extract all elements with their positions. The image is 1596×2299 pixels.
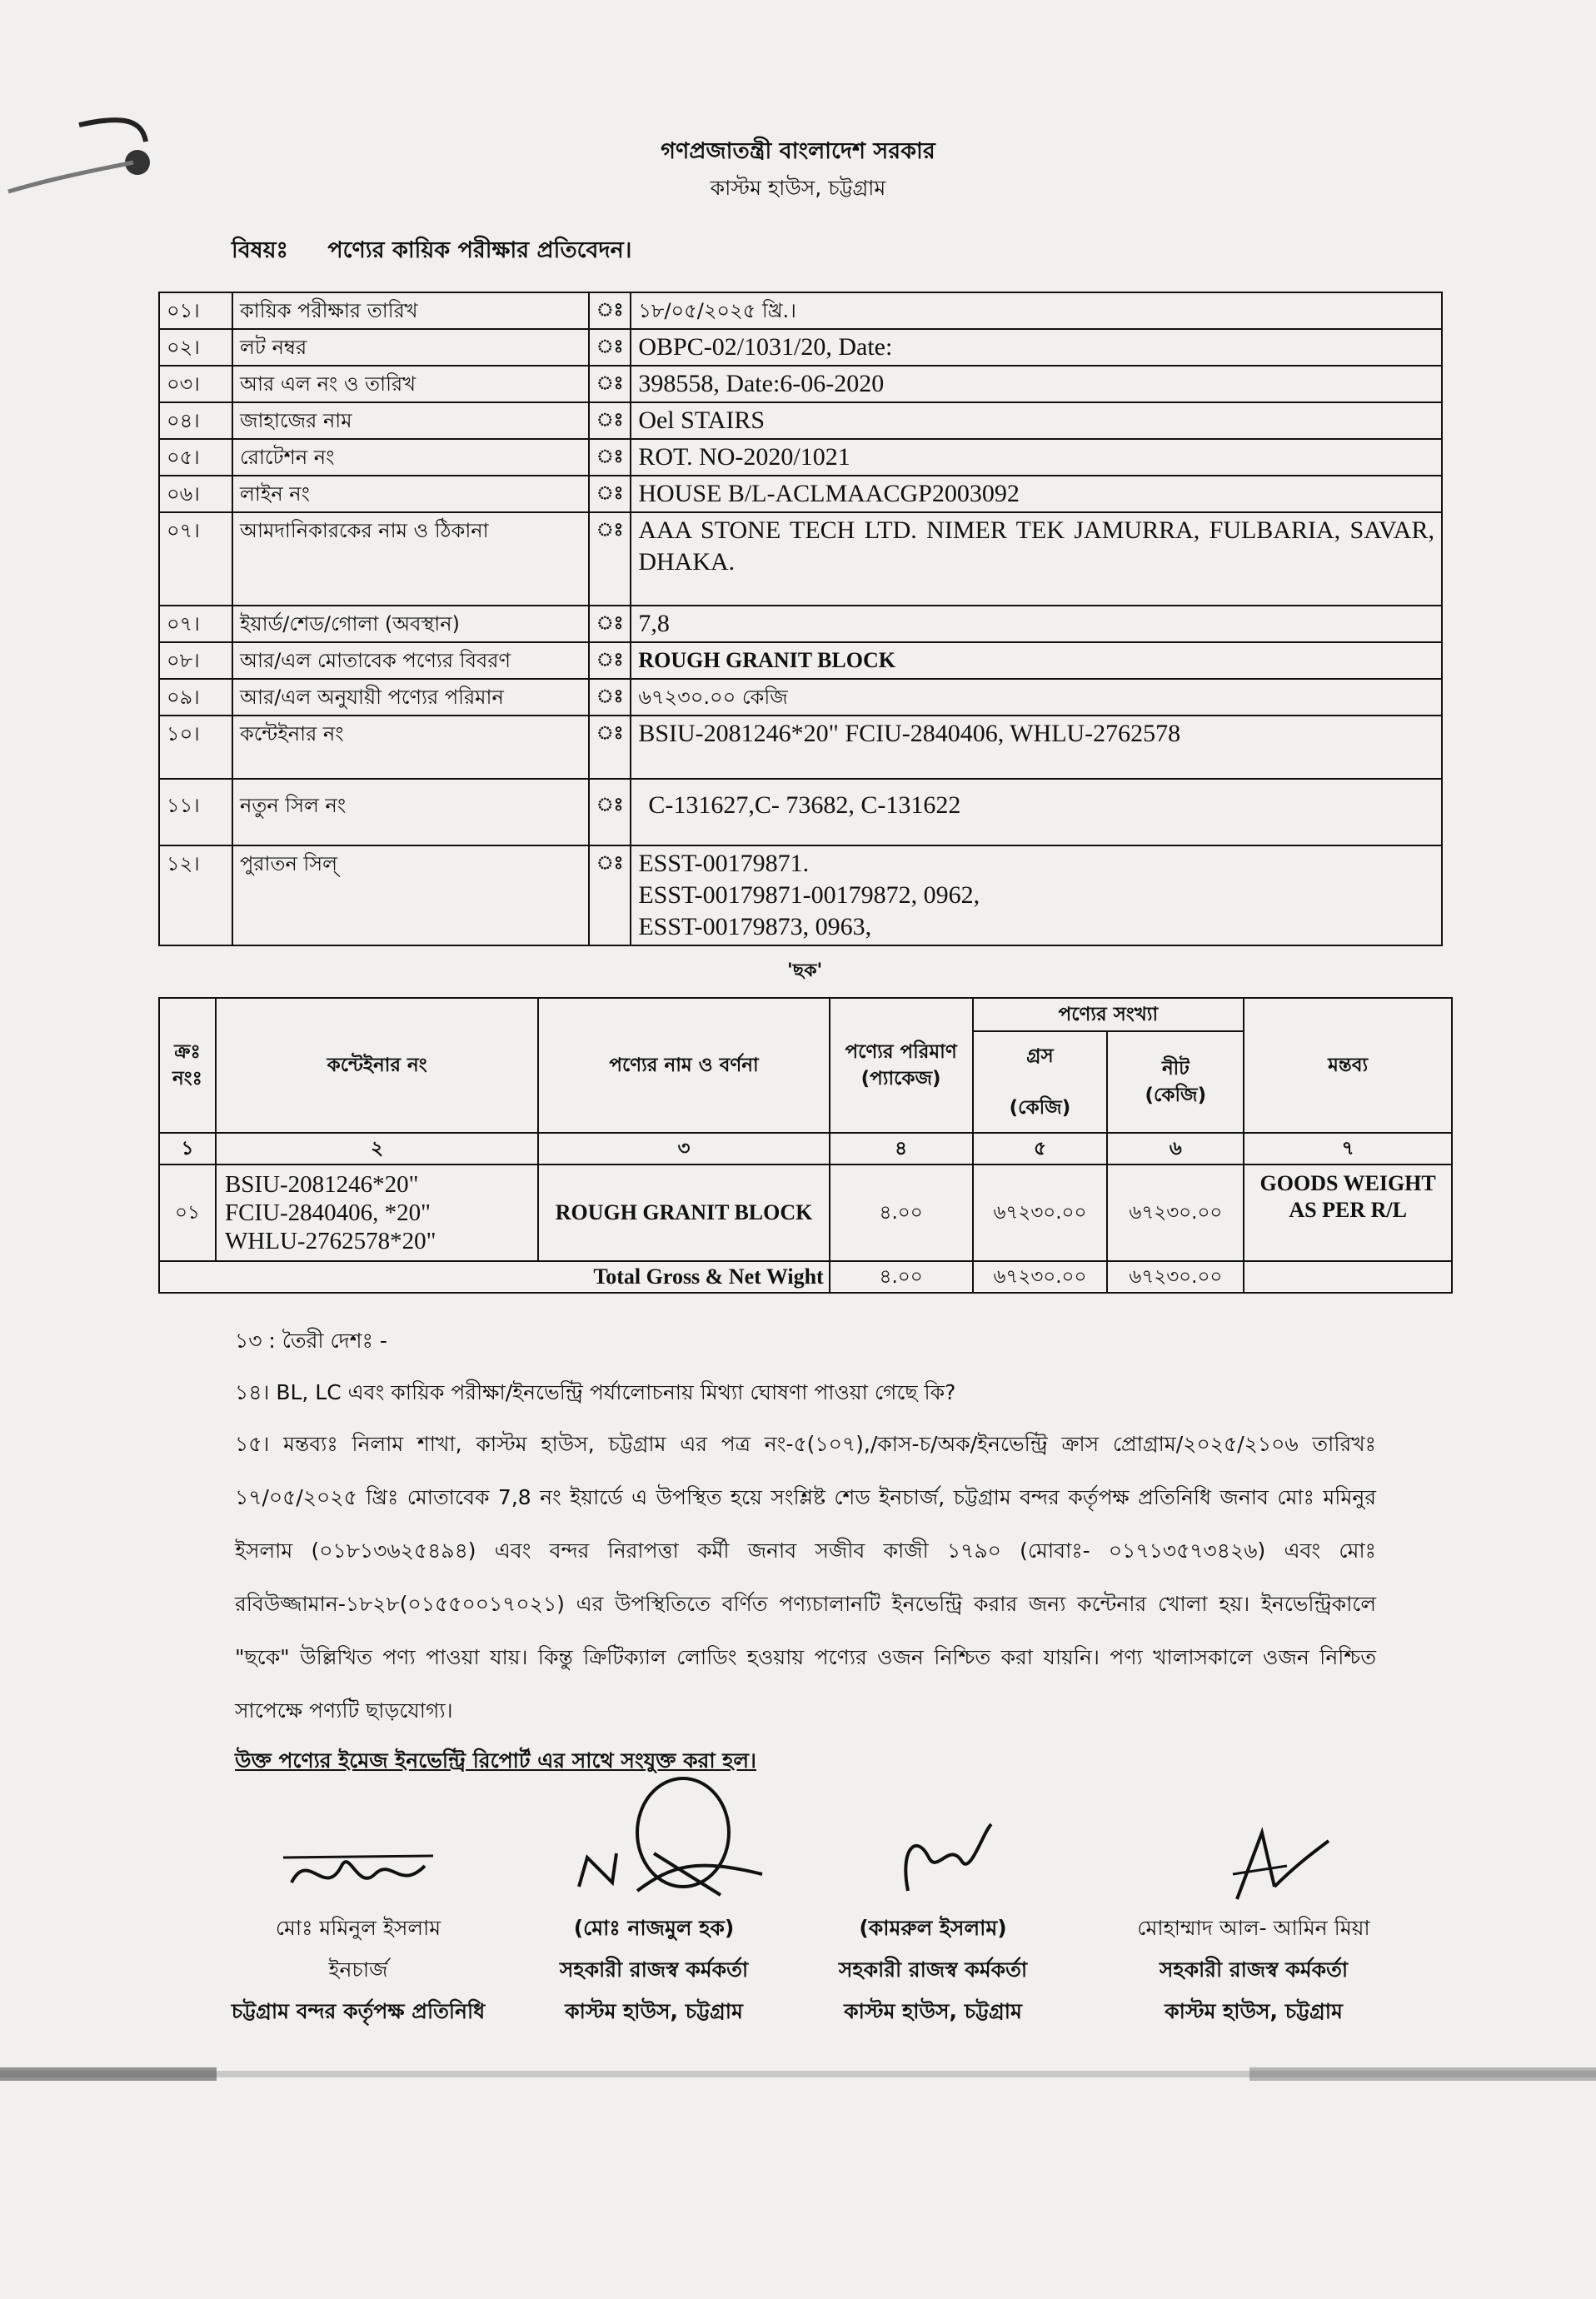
signatory-3 (796, 1799, 1070, 2032)
details-row (159, 845, 1442, 945)
details-table (158, 292, 1443, 946)
col-number: ৫ (973, 1133, 1108, 1164)
subject-label: বিষয়ঃ (232, 237, 288, 263)
gross-label: গ্রস (1026, 1045, 1054, 1067)
row-value (631, 845, 1442, 945)
col-number: ১ (159, 1133, 216, 1164)
details-row (159, 439, 1442, 476)
note-remarks: ১৫। মন্তব্যঃ নিলাম শাখা, কাস্টম হাউস, চট্টগ্রাম এর পত্র নং-৫(১০৭),/কাস-চ/অক/ইনভেন্ট্রি ক্রাস প্রোগ্রাম/২০২৫/২১০৬ তারিখঃ ১৭/০৫/২০২৫ খ্রিঃ মোতাবেক 7,8 নং ইয়ার্ডে এ উপস্থিত হয়ে সংশ্লিষ্ট শেড ইনচার্জ, চট্টগ্রাম বন্দর কর্তৃপক্ষ প্রতিনিধি জনাব মোঃ মমিনুর ইসলাম (০১৮১৩৬২৫৪৯৪) এবং বন্দর নিরাপত্তা কর্মী জনাব সজীব কাজী ১৭৯০ (মোবাঃ- ০১৭১৩৫৭৩৪২৬) এবং মোঃ রবিউজ্জামান-১৮২৮(০১৫৫০০১৭০২১) এর উপস্থিতিতে বর্ণিত পণ্যচালানটি ইনভেন্ট্রি করার জন্য কন্টেনার খোলা হয়। ইনভেন্ট্রিকালে "ছকে" উল্লিখিত পণ্য পাওয়া যায়। কিন্তু ক্রিটিক্যাল লোডিং হওয়ায় পণ্যের ওজন নিশ্চিত করা যায়নি। পণ্য খালাসকালে ওজন নিশ্চিত সাপেক্ষে পণ্যটি ছাড়যোগ্য। (235, 1432, 1376, 1723)
row-separator: ঃ (589, 329, 631, 366)
gross-header (973, 1031, 1108, 1133)
handwritten-signature-icon (529, 1774, 779, 1908)
row-label: পুরাতন সিল্ (232, 845, 589, 945)
signatory-name: মোঃ মমিনুল ইসলাম (275, 1916, 441, 1940)
row-number: ০৯। (159, 679, 232, 716)
row-value: 7,8 (631, 606, 1442, 642)
total-row (159, 1261, 1452, 1293)
table-row (159, 1164, 1452, 1261)
row-label: নতুন সিল নং (232, 779, 589, 845)
row-value: OBPC-02/1031/20, Date: (631, 329, 1442, 366)
row-label: আর এল নং ও তারিখ (232, 366, 589, 402)
handwritten-signature-icon (1170, 1816, 1337, 1908)
row-value: ROUGH GRANIT BLOCK (631, 642, 1442, 679)
row-label: কন্টেইনার নং (232, 716, 589, 779)
row-separator: ঃ (589, 779, 631, 845)
total-remarks-empty (1244, 1261, 1452, 1293)
signatory-office: কাস্টম হাউস, চট্টগ্রাম (844, 1999, 1022, 2023)
row-number: ০৫। (159, 439, 232, 476)
old-seal-line: ESST-00179871-00179872, 0962, (638, 881, 980, 909)
details-row (159, 642, 1442, 679)
row-value: BSIU-2081246*20" FCIU-2840406, WHLU-2762578 (631, 716, 1442, 779)
signatory-name: (মোঃ নাজমুল হক) (573, 1916, 735, 1940)
total-net: ৬৭২৩০.০০ (1107, 1261, 1244, 1293)
column-number-row (159, 1133, 1452, 1164)
details-row (159, 476, 1442, 512)
row-separator: ঃ (589, 402, 631, 439)
total-label: Total Gross & Net Wight (159, 1261, 830, 1293)
row-label: আমদানিকারকের নাম ও ঠিকানা (232, 512, 589, 606)
goods-table (158, 997, 1453, 1294)
subject-line (232, 233, 631, 271)
note-origin-country: ১৩ : তৈরী দেশঃ - (235, 1329, 387, 1353)
row-number: ০৪। (159, 402, 232, 439)
container-line: BSIU-2081246*20" (224, 1171, 419, 1198)
details-row (159, 292, 1442, 329)
row-label: ইয়ার্ড/শেড/গোলা (অবস্থান) (232, 606, 589, 642)
signatory-designation: সহকারী রাজস্ব কর্মকর্তা (559, 1957, 749, 1982)
total-quantity: ৪.০০ (830, 1261, 973, 1293)
signatory-office: চট্টগ্রাম বন্দর কর্তৃপক্ষ প্রতিনিধি (231, 1999, 486, 2023)
total-gross: ৬৭২৩০.০০ (973, 1261, 1108, 1293)
container-line: WHLU-2762578*20" (224, 1228, 436, 1254)
col-number: ২ (216, 1133, 538, 1164)
row-net: ৬৭২৩০.০০ (1107, 1164, 1244, 1261)
row-value: ১৮/০৫/২০২৫ খ্রি.। (631, 292, 1442, 329)
gross-unit: (কেজি) (1009, 1097, 1071, 1119)
page-fold-smudge (0, 2064, 1596, 2086)
row-value: ৬৭২৩০.০০ কেজি (631, 679, 1442, 716)
signatory-4 (1116, 1816, 1391, 2032)
signatory-designation: ইনচার্জ (328, 1957, 388, 1982)
row-number: ০৮। (159, 642, 232, 679)
details-row (159, 606, 1442, 642)
details-row (159, 402, 1442, 439)
remarks-header: মন্তব্য (1244, 998, 1452, 1133)
serial-header: ক্রঃ নংঃ (159, 998, 216, 1133)
container-header: কন্টেইনার নং (216, 998, 538, 1133)
row-remarks: GOODS WEIGHT AS PER R/L (1244, 1164, 1452, 1261)
row-goods: ROUGH GRANIT BLOCK (538, 1164, 829, 1261)
office-name: কাস্টম হাউস, চট্টগ্রাম (710, 176, 886, 200)
row-separator: ঃ (589, 642, 631, 679)
row-number: ০৩। (159, 366, 232, 402)
signatory-designation: সহকারী রাজস্ব কর্মকর্তা (1159, 1957, 1349, 1982)
row-value: C-131627,C- 73682, C-131622 (631, 779, 1442, 845)
col-number: ৩ (538, 1133, 829, 1164)
handwritten-signature-icon (267, 1833, 450, 1908)
old-seal-line: ESST-00179873, 0963, (638, 913, 872, 940)
details-row (159, 366, 1442, 402)
subject-text: পণ্যের কায়িক পরীক্ষার প্রতিবেদন। (327, 237, 632, 263)
header-row (159, 998, 1452, 1031)
goods-header: পণ্যের নাম ও বর্ণনা (538, 998, 829, 1133)
net-unit: (কেজি) (1145, 1085, 1207, 1106)
details-row (159, 716, 1442, 779)
row-separator: ঃ (589, 476, 631, 512)
document-header (0, 133, 1596, 207)
chhok-label: 'ছক' (787, 960, 823, 981)
row-separator: ঃ (589, 845, 631, 945)
details-row (159, 512, 1442, 606)
row-separator: ঃ (589, 439, 631, 476)
row-number: ০৭। (159, 512, 232, 606)
row-label: কায়িক পরীক্ষার তারিখ (232, 292, 589, 329)
row-value: ROT. NO-2020/1021 (631, 439, 1442, 476)
net-header (1107, 1031, 1244, 1133)
row-label: আর/এল মোতাবেক পণ্যের বিবরণ (232, 642, 589, 679)
row-label: জাহাজের নাম (232, 402, 589, 439)
signatory-name: (কামরুল ইসলাম) (859, 1916, 1007, 1940)
row-number: ০২। (159, 329, 232, 366)
row-separator: ঃ (589, 292, 631, 329)
note-image-attached: উক্ত পণ্যের ইমেজ ইনভেন্ট্রি রিপোর্ট এর সাথে সংযুক্ত করা হল। (235, 1748, 756, 1773)
signatory-office: কাস্টম হাউস, চট্টগ্রাম (565, 1999, 743, 2023)
row-containers (216, 1164, 538, 1261)
container-line: FCIU-2840406, *20" (224, 1199, 431, 1226)
details-row (159, 329, 1442, 366)
col-number: ৭ (1244, 1133, 1452, 1164)
row-value: Oel STAIRS (631, 402, 1442, 439)
row-value: AAA STONE TECH LTD. NIMER TEK JAMURRA, FULBARIA, SAVAR, DHAKA. (631, 512, 1442, 606)
row-value: 398558, Date:6-06-2020 (631, 366, 1442, 402)
notes-section (235, 1324, 1376, 1779)
row-gross: ৬৭২৩০.০০ (973, 1164, 1108, 1261)
row-separator: ঃ (589, 716, 631, 779)
row-value: HOUSE B/L-ACLMAACGP2003092 (631, 476, 1442, 512)
handwritten-signature-icon (850, 1799, 1016, 1908)
signatory-2 (516, 1774, 791, 2032)
col-number: ৪ (830, 1133, 973, 1164)
row-label: লট নম্বর (232, 329, 589, 366)
row-separator: ঃ (589, 679, 631, 716)
row-label: আর/এল অনুযায়ী পণ্যের পরিমান (232, 679, 589, 716)
govt-name: গণপ্রজাতন্ত্রী বাংলাদেশ সরকার (661, 138, 935, 164)
note-false-declaration: ১৪। BL, LC এবং কায়িক পরীক্ষা/ইনভেন্ট্রি পর্যালোচনায় মিথ্যা ঘোষণা পাওয়া গেছে কি? (235, 1380, 956, 1404)
row-number: ০৭। (159, 606, 232, 642)
details-row (159, 679, 1442, 716)
col-number: ৬ (1107, 1133, 1244, 1164)
row-serial: ০১ (159, 1164, 216, 1261)
signatory-designation: সহকারী রাজস্ব কর্মকর্তা (838, 1957, 1028, 1982)
net-label: নীট (1161, 1058, 1190, 1080)
row-separator: ঃ (589, 512, 631, 606)
row-number: ১০। (159, 716, 232, 779)
row-number: ০৬। (159, 476, 232, 512)
quantity-header: পণ্যের পরিমাণ (প্যাকেজ) (830, 998, 973, 1133)
row-separator: ঃ (589, 606, 631, 642)
row-number: ১১। (159, 779, 232, 845)
row-quantity: ৪.০০ (830, 1164, 973, 1261)
signatory-name: মোহাম্মাদ আল- আমিন মিয়া (1137, 1916, 1370, 1940)
row-number: ১২। (159, 845, 232, 945)
signatory-1 (208, 1833, 508, 2032)
signatory-office: কাস্টম হাউস, চট্টগ্রাম (1165, 1999, 1343, 2023)
count-group-header: পণ্যের সংখ্যা (973, 998, 1244, 1031)
row-label: লাইন নং (232, 476, 589, 512)
row-number: ০১। (159, 292, 232, 329)
row-separator: ঃ (589, 366, 631, 402)
row-label: রোটেশন নং (232, 439, 589, 476)
details-row (159, 779, 1442, 845)
old-seal-line: ESST-00179871. (638, 850, 810, 877)
